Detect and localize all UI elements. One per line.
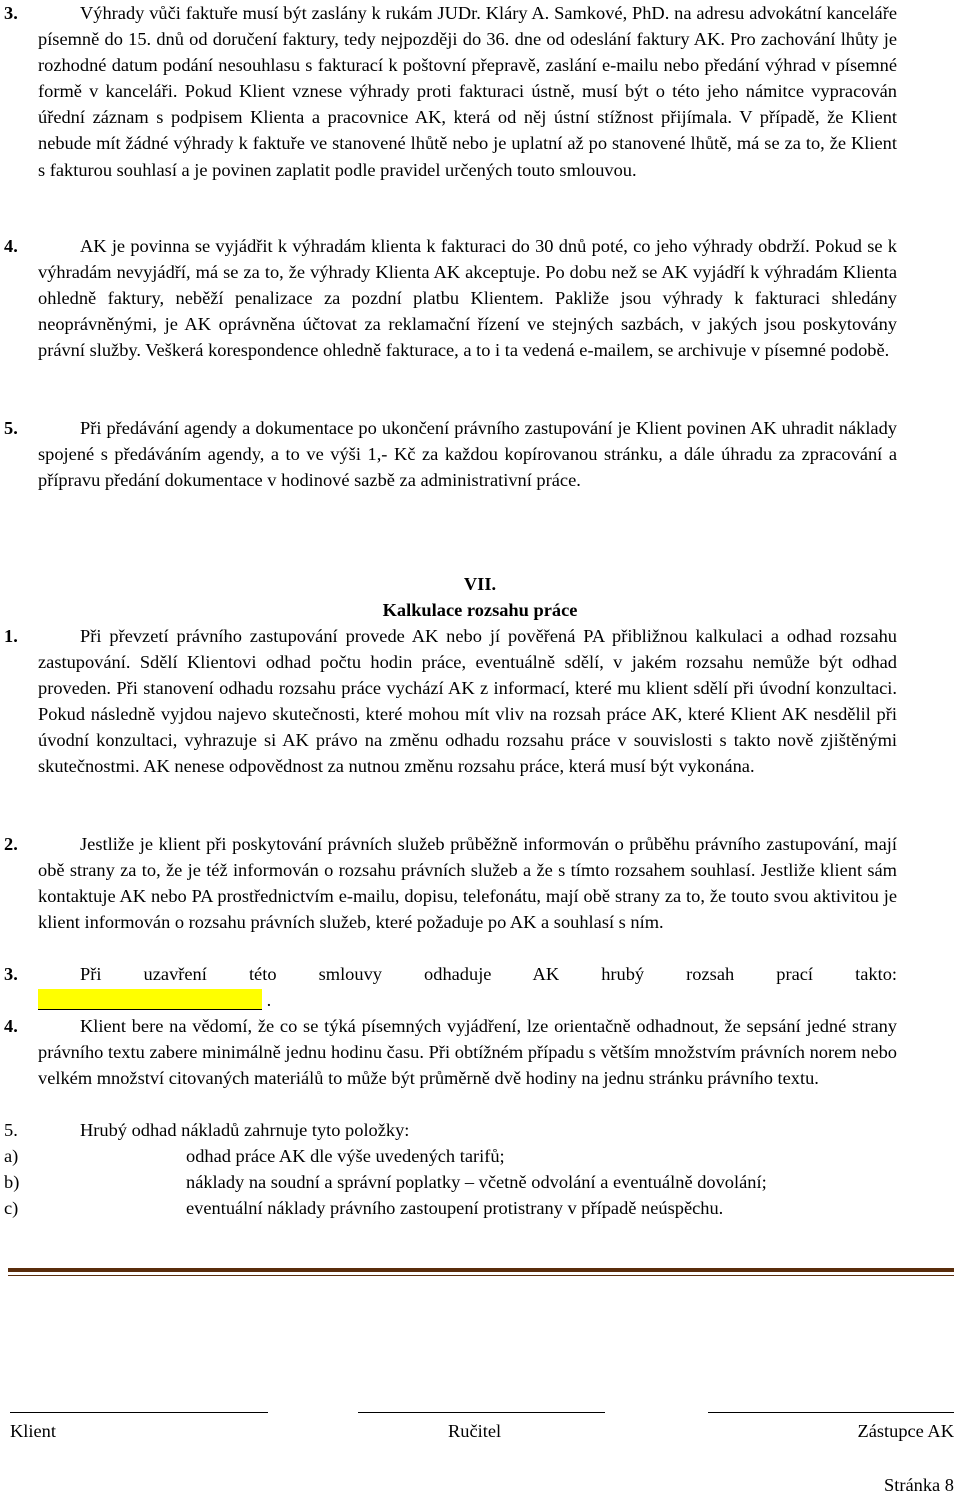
vii-clause-3 xyxy=(4,961,897,1013)
clause-text: Jestliže je klient při poskytování právních služeb průběžně informován o průběhu právního zastupování, mají obě strany za to, že je též informován o rozsahu právních služeb a že s tímto rozsahem souhlasí. Jestliže klient sám kontaktuje AK nebo PA prostřednictvím e-mailu, dopisu, telefonátu, mají obě strany za to, že touto svou aktivitou je klient informován o rozsahu právních služeb, které požaduje po AK a souhlasí s ním. xyxy=(38,834,897,933)
clause-text: Při uzavření této smlouvy odhaduje AK hrubý rozsah prací takto: xyxy=(80,964,897,984)
signature-label-representative: Zástupce AK xyxy=(857,1421,954,1441)
clause-text: Hrubý odhad nákladů zahrnuje tyto položky: xyxy=(80,1120,410,1140)
signature-label-guarantor: Ručitel xyxy=(448,1421,502,1441)
clause-number: 3. xyxy=(4,3,18,23)
separator-rule xyxy=(8,1268,954,1272)
clause-4-response-to-objections xyxy=(4,233,897,363)
clause-number: 5. xyxy=(4,1120,18,1140)
clause-number: 2. xyxy=(4,834,18,854)
clause-text: Výhrady vůči faktuře musí být zaslány k rukám JUDr. Kláry A. Samkové, PhD. na adresu advokátní kanceláře písemně do 15. dnů od doručení faktury, tedy nejpozději do 36. dne od odeslání faktury AK. Pro zachování lhůty je rozhodné datum podání nesouhlasu s fakturací k poštovní přepravě, zaslání e-mailu nebo předání výhrad v písemné formě v kanceláři. Pokud Klient vznese výhrady proti fakturaci ústně, musí být o této jeho námitce vypracován úřední záznam s podpisem Klienta a pracovnice AK, která od něj ústní stížnost přijímala. V případě, že Klient nebude mít žádné výhrady k faktuře ve stanovené lhůtě nebo je uplatní až po stanovené lhůtě, má se za to, že Klient s fakturou souhlasí a je povinen zaplatit podle pravidel určených touto smlouvou. xyxy=(38,3,897,180)
clause-text-end: . xyxy=(266,990,272,1011)
list-text: odhad práce AK dle výše uvedených tarifů; xyxy=(186,1146,505,1166)
list-letter: c) xyxy=(4,1198,19,1218)
clause-number: 4. xyxy=(4,1016,18,1036)
list-letter: a) xyxy=(4,1146,19,1166)
clause-3-invoice-objections xyxy=(4,0,897,183)
clause-text: Při předávání agendy a dokumentace po ukončení právního zastupování je Klient povinen AK uhradit náklady spojené s předáváním agendy, a to ve výši 1,- Kč za každou kopírovanou stránku, a dále úhradu za zpracování a přípravu předání dokumentace v hodinové sazbě za administrativní práce. xyxy=(38,418,897,491)
clause-text: Při převzetí právního zastupování provede AK nebo jí pověřená PA přibližnou kalkulaci a odhad rozsahu zastupování. Sdělí Klientovi odhad počtu hodin práce, eventuálně sdělí, v jakém rozsahu nemůže být odhad proveden. Při stanovení odhadu rozsahu práce vychází AK z informací, které mu klient sdělí při úvodní konzultaci. Pokud následně vyjdou najevo skutečnosti, které mohou mít vliv na rozsah práce AK, které Klient AK nesdělil při úvodní konzultaci, vyhrazuje si AK právo na změnu odhadu rozsahu práce v souvislosti s takto nově zjištěnými skutečnostmi. AK nenese odpovědnost za nutnou změnu rozsahu práce, která musí být vykonána. xyxy=(38,626,897,777)
signature-line-representative xyxy=(708,1412,954,1413)
signature-line-client xyxy=(10,1412,268,1413)
list-text: náklady na soudní a správní poplatky – včetně odvolání a eventuálně dovolání; xyxy=(186,1172,767,1192)
vii-clause-4 xyxy=(4,1013,897,1091)
clause-text: Klient bere na vědomí, že co se týká písemných vyjádření, lze orientačně odhadnout, že sepsání jedné strany právního textu zabere minimálně jednu hodinu času. Při obtížném případu s větším množstvím právních norem nebo velkém množství citovaných materiálů to může být průměrně dvě hodiny na jednu stránku právního textu. xyxy=(38,1016,897,1089)
list-letter: b) xyxy=(4,1172,20,1192)
vii-clause-5 xyxy=(4,1117,897,1143)
page-number: Stránka 8 xyxy=(884,1475,954,1495)
separator-rule-thin xyxy=(8,1275,954,1276)
section-number: VII. xyxy=(463,574,497,594)
vii-clause-2 xyxy=(4,831,897,935)
section-title: Kalkulace rozsahu práce xyxy=(382,600,578,620)
clause-number: 4. xyxy=(4,236,18,256)
clause-text: AK je povinna se vyjádřit k výhradám klienta k fakturaci do 30 dnů poté, co jeho výhrady obdrží. Pokud se k výhradám nevyjádří, má se za to, že výhrady Klienta AK akceptuje. Po dobu než se AK vyjádří k výhradám Klienta ohledně faktury, neběží penalizace za pozdní platbu Klientem. Pakliže jsou výhrady k fakturaci shledány neoprávněnými, je AK oprávněna účtovat za reklamační řízení ve stejných sazbách, v jakých jsou poskytovány právní služby. Veškerá korespondence ohledně fakturace, a to i ta vedená e-mailem, se archivuje v písemné podobě. xyxy=(38,236,897,361)
clause-number: 1. xyxy=(4,626,18,646)
vii-clause-1 xyxy=(4,623,897,780)
clause-number: 5. xyxy=(4,418,18,438)
signature-label-client: Klient xyxy=(10,1421,56,1441)
list-text: eventuální náklady právního zastoupení protistrany v případě neúspěchu. xyxy=(186,1198,724,1218)
clause-5-handover-costs xyxy=(4,415,897,493)
clause-number: 3. xyxy=(4,964,18,984)
estimate-blank-field[interactable] xyxy=(38,989,262,1010)
signature-line-guarantor xyxy=(358,1412,605,1413)
